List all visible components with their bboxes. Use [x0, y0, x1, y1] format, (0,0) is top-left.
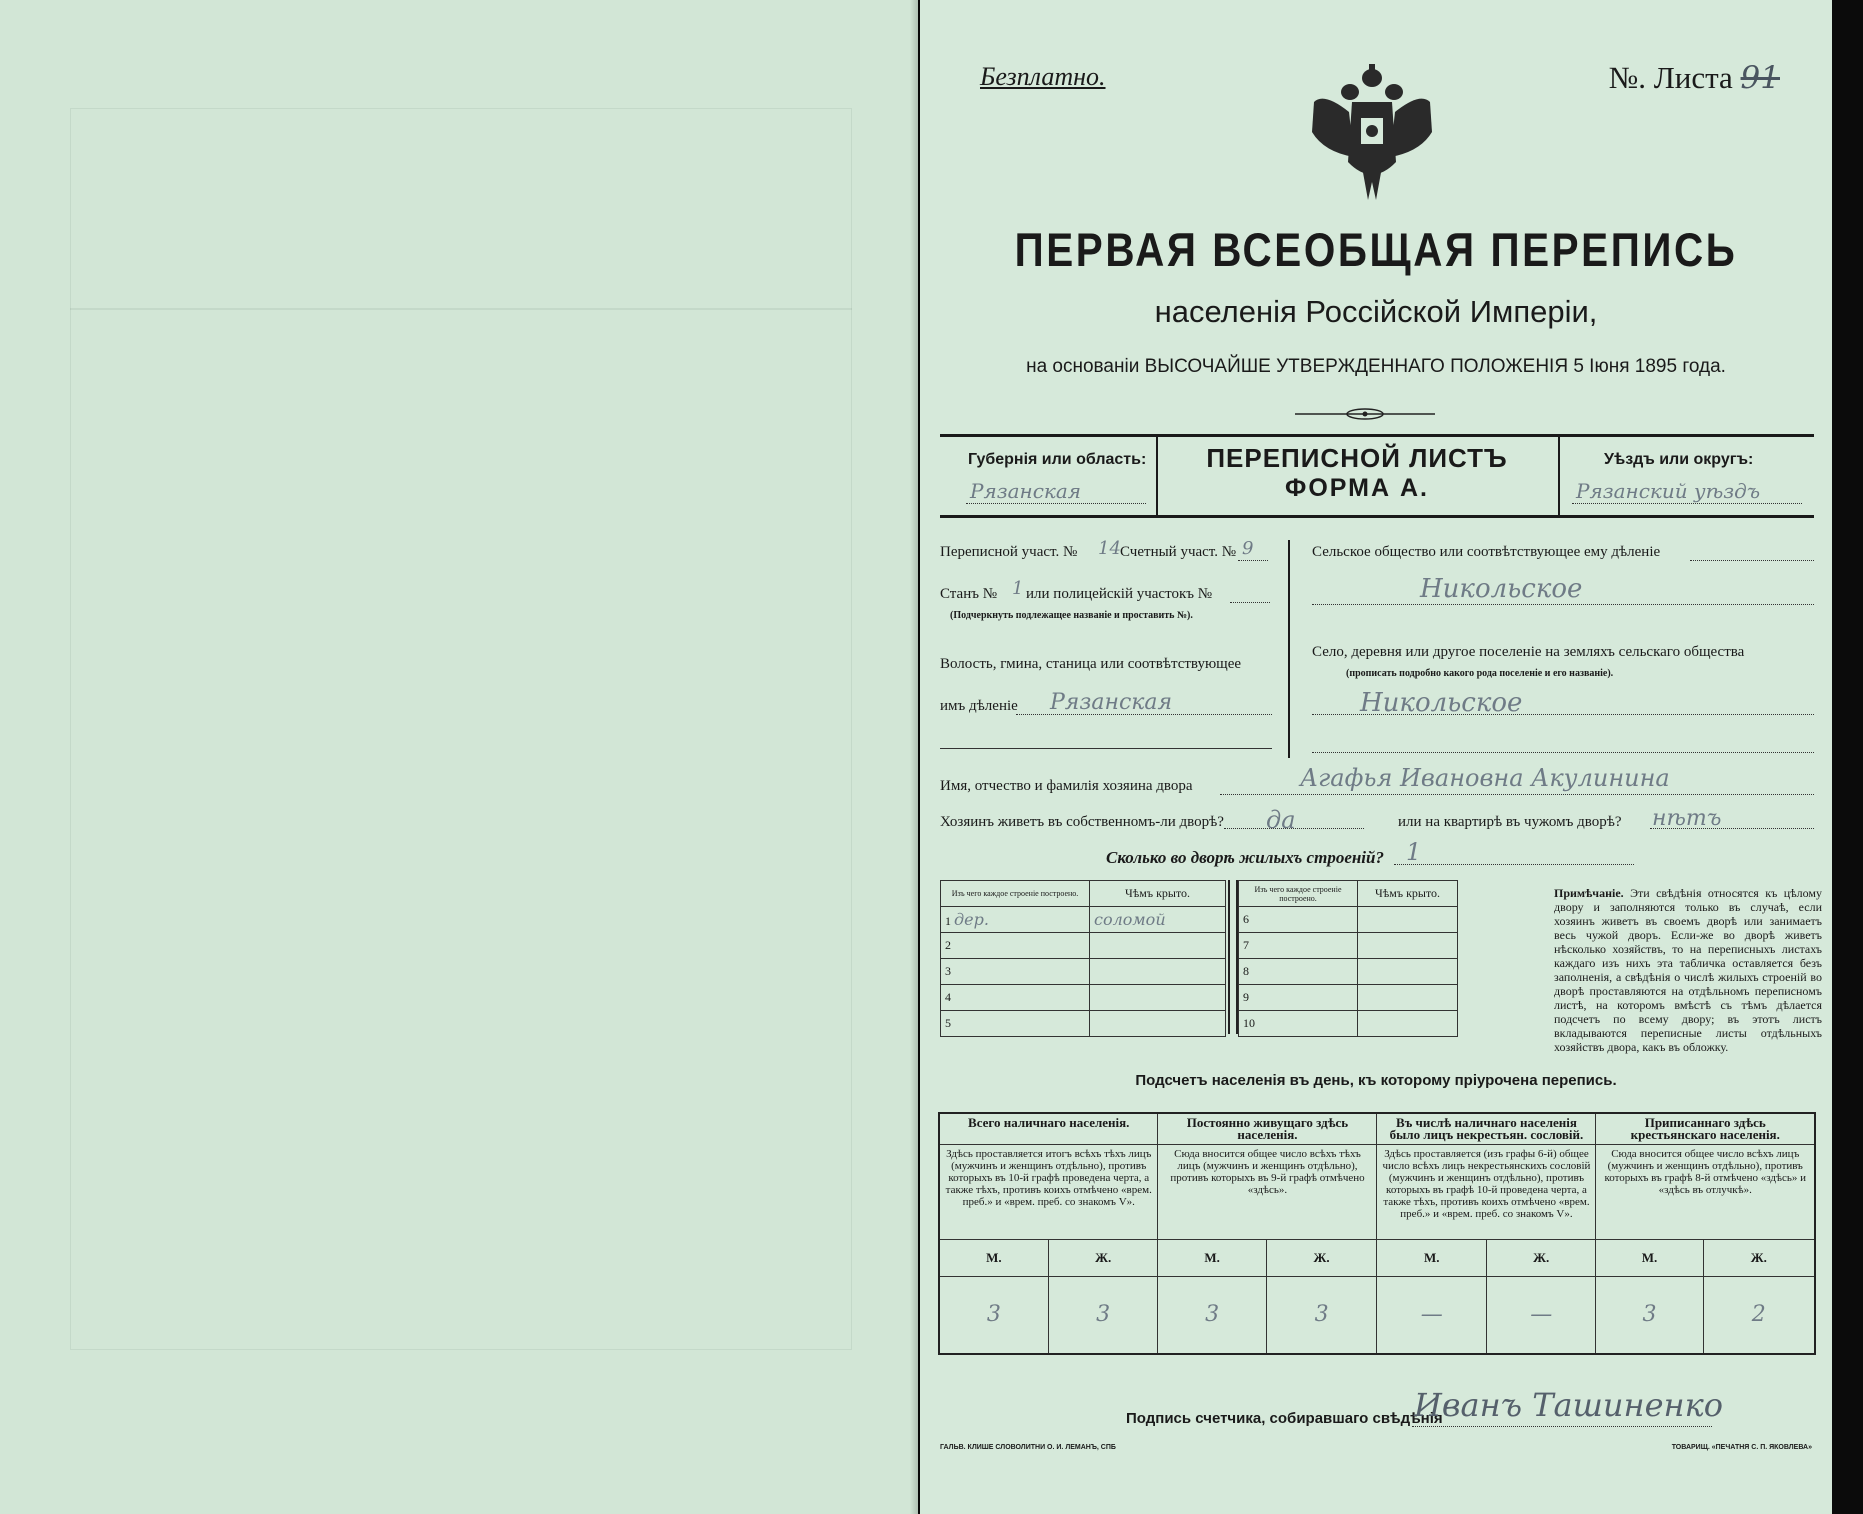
row-roof — [1358, 985, 1458, 1011]
owner-name-line — [1220, 794, 1814, 795]
count-head-permanent: Постоянно живущаго здѣсь населенія. — [1158, 1113, 1377, 1145]
bleed-through-grid — [70, 308, 852, 1350]
signature-label: Подпись счетчика, собиравшаго свѣдѣнія — [1126, 1410, 1443, 1427]
row-roof — [1358, 959, 1458, 985]
counting-area-value: 9 — [1242, 538, 1254, 559]
sheet-number — [1609, 60, 1780, 96]
count-desc-permanent: Сюда вносится общее число всѣхъ тѣхъ лицъ (мужчинъ и женщинъ отдѣльно), противъ которыхъ въ 9-й графѣ отмѣчено «здѣсь». — [1158, 1145, 1377, 1240]
row-roof — [1358, 933, 1458, 959]
village-label: Село, деревня или другое поселеніе на земляхъ сельскаго общества — [1312, 644, 1745, 660]
count-value: — — [1377, 1277, 1487, 1355]
census-area-label: Переписной участ. № — [940, 544, 1078, 560]
printer-right: ТОВАРИЩ. «ПЕЧАТНЯ С. П. ЯКОВЛЕВА» — [1671, 1444, 1812, 1451]
row-roof — [1090, 985, 1226, 1011]
volost-label: Волость, гмина, станица или соотвѣтствующее — [940, 656, 1242, 672]
row-number: 3 — [941, 959, 1090, 985]
table-row — [1239, 933, 1458, 959]
form-subtitle: населенія Россійской Имперіи, — [1154, 294, 1598, 329]
table-row — [941, 933, 1226, 959]
census-form-page — [920, 0, 1832, 1514]
province-value: Рязанская — [970, 479, 1082, 503]
count-head-non-peasant: Въ числѣ наличнаго населенія было лицъ некрестьян. сословій. — [1377, 1113, 1596, 1145]
census-area-value: 14 — [1098, 538, 1121, 559]
table-row — [1239, 985, 1458, 1011]
m-header: М. — [939, 1240, 1048, 1277]
m-header: М. — [1158, 1240, 1266, 1277]
imperial-eagle-icon — [1304, 62, 1440, 202]
owner-name-label: Имя, отчество и фамилія хозяина двора — [940, 778, 1193, 794]
other-yard-label: или на квартирѣ въ чужомъ дворѣ? — [1398, 814, 1622, 830]
volost-value: Рязанская — [1050, 690, 1173, 715]
row-roof — [1358, 1011, 1458, 1037]
count-value: 3 — [1048, 1277, 1158, 1355]
col-roof-header: Чѣмъ крыто. — [1090, 881, 1226, 907]
m-header: М. — [1377, 1240, 1487, 1277]
col-material-header: Изъ чего каждое строеніе построено. — [941, 881, 1090, 907]
other-yard-line — [1650, 828, 1814, 829]
count-value: 2 — [1703, 1277, 1815, 1355]
village-line-1 — [1312, 714, 1814, 715]
district-line — [1572, 503, 1802, 504]
row-number: 1 — [945, 914, 951, 928]
f-header: Ж. — [1703, 1240, 1815, 1277]
own-yard-line — [1224, 828, 1364, 829]
row-number: 8 — [1239, 959, 1358, 985]
count-desc-total: Здѣсь проставляется итогъ всѣхъ тѣхъ лицъ (мужчинъ и женщинъ отдѣльно), противъ которыхъ въ 10-й графѣ проведена черта, а также тѣхъ, противъ коихъ отмѣчено «врем. преб.» и «врем. преб. со знакомъ V». — [939, 1145, 1158, 1240]
province-label: Губернія или область: — [968, 451, 1147, 468]
stan-value: 1 — [1012, 578, 1024, 599]
row-number: 4 — [941, 985, 1090, 1011]
province-cell — [940, 437, 1158, 515]
col-material-header-2: Изъ чего каждое строеніе построено. — [1239, 881, 1358, 907]
buildings-value: 1 — [1406, 838, 1422, 866]
province-line — [966, 503, 1146, 504]
left-page-blank — [0, 0, 918, 1514]
count-value: 3 — [1158, 1277, 1266, 1355]
bleed-through-table — [70, 108, 852, 310]
table-row — [1239, 959, 1458, 985]
f-header: Ж. — [1486, 1240, 1596, 1277]
count-head-total: Всего наличнаго населенія. — [939, 1113, 1158, 1145]
society-line-2 — [1312, 604, 1814, 605]
count-value: 3 — [1596, 1277, 1703, 1355]
table-row — [1239, 907, 1458, 933]
form-type: ФОРМА А. — [1285, 474, 1429, 502]
village-line-2 — [1312, 752, 1814, 753]
own-yard-value: да — [1266, 806, 1296, 834]
form-header-box — [940, 434, 1814, 518]
stan-label: Станъ № — [940, 586, 998, 602]
count-title: Подсчетъ населенія въ день, къ которому пріурочена перепись. — [1135, 1072, 1617, 1089]
count-desc-non-peasant: Здѣсь проставляется (изъ графы 6-й) общее число всѣхъ лицъ некрестьянскихъ сословій (мужчинъ и женщинъ отдѣльно), противъ которыхъ въ графѣ 10-й проведена черта, а также тѣхъ, противъ коихъ отмѣчено «врем. преб.» и «врем. преб. со знакомъ V». — [1377, 1145, 1596, 1240]
ornament-divider-icon — [1295, 406, 1435, 422]
police-area-label: или полицейскій участокъ № — [1026, 586, 1213, 602]
row-number: 7 — [1239, 933, 1358, 959]
volost-line — [1016, 714, 1272, 715]
population-count-table — [938, 1112, 1816, 1355]
row-number: 5 — [941, 1011, 1090, 1037]
note-title: Примѣчаніе. — [1554, 886, 1624, 900]
table-row — [941, 985, 1226, 1011]
count-value: 3 — [1266, 1277, 1377, 1355]
district-label: Уѣздъ или округъ: — [1604, 451, 1754, 468]
row-number: 9 — [1239, 985, 1358, 1011]
row-number: 6 — [1239, 907, 1358, 933]
society-value: Никольское — [1420, 574, 1583, 604]
table-row — [941, 959, 1226, 985]
row-number: 10 — [1239, 1011, 1358, 1037]
table-row — [1239, 1011, 1458, 1037]
society-label: Сельское общество или соотвѣтствующее ему дѣленіе — [1312, 544, 1661, 560]
note-text: Эти свѣдѣнія относятся къ цѣлому двору и заполняются только въ случаѣ, если хозяинъ живетъ въ своемъ дворѣ или занимаетъ весь чужой дворъ. Если-же во дворѣ живетъ нѣсколько хозяйствъ, то на переписныхъ листахъ каждаго изъ нихъ эта табличка оставляется безъ заполненія, а свѣдѣнія о числѣ жилыхъ строеній во дворѣ проставляются на отдѣльномъ переписномъ листѣ, на которомъ вмѣстѣ съ тѣмъ дѣлается подсчетъ по всему двору; въ этотъ листъ вкладываются переписные листы отдѣльныхъ хозяйствъ двора, какъ въ обложку. — [1554, 886, 1822, 1054]
form-sheet-title: ПЕРЕПИСНОЙ ЛИСТЪ — [1206, 443, 1508, 473]
table-row — [941, 907, 1226, 933]
counting-area-label: Счетный участ. № — [1120, 544, 1237, 560]
form-name-cell — [1156, 437, 1558, 515]
society-line-1 — [1690, 560, 1814, 561]
row-material: дер. — [954, 910, 989, 929]
count-value: 3 — [939, 1277, 1048, 1355]
buildings-note — [1554, 886, 1822, 1054]
police-area-line — [1230, 602, 1270, 603]
printer-left: ГАЛЬВ. КЛИШЕ СЛОВОЛИТНИ О. И. ЛЕМАНЪ, СПБ — [940, 1444, 1116, 1451]
counting-area-line — [1238, 560, 1268, 561]
own-yard-label: Хозяинъ живетъ въ собственномъ-ли дворѣ? — [940, 814, 1224, 830]
sheet-number-label: №. Листа — [1608, 60, 1733, 95]
form-title: ПЕРВАЯ ВСЕОБЩАЯ ПЕРЕПИСЬ — [1014, 223, 1738, 276]
count-value: — — [1486, 1277, 1596, 1355]
buildings-table-left — [940, 880, 1226, 1037]
district-value: Рязанский уѣздъ — [1576, 479, 1761, 503]
row-roof — [1090, 1011, 1226, 1037]
buildings-table-right — [1238, 880, 1458, 1037]
signature-line — [1412, 1426, 1712, 1427]
location-divider — [1288, 540, 1290, 758]
table-row — [941, 1011, 1226, 1037]
row-roof — [1358, 907, 1458, 933]
village-value: Никольское — [1360, 688, 1523, 718]
row-roof: соломой — [1090, 907, 1226, 933]
village-note: (прописать подробно какого рода поселеніе и его названіе). — [1346, 668, 1614, 679]
buildings-label: Сколько во дворѣ жилыхъ строеній? — [1106, 848, 1384, 867]
col-roof-header-2: Чѣмъ крыто. — [1358, 881, 1458, 907]
count-head-registered: Приписаннаго здѣсь крестьянскаго населенія. — [1596, 1113, 1815, 1145]
free-of-charge-label: Безплатно. — [980, 62, 1106, 91]
count-desc-registered: Сюда вносится общее число всѣхъ лицъ (мужчинъ и женщинъ отдѣльно), противъ которыхъ въ графѣ 8-й отмѣчено «здѣсь» и «здѣсь въ отлучкѣ». — [1596, 1145, 1815, 1240]
owner-name-value: Агафья Ивановна Акулинина — [1300, 764, 1670, 792]
district-cell — [1558, 437, 1816, 515]
signature-value: Иванъ Ташиненко — [1414, 1386, 1723, 1424]
m-header: М. — [1596, 1240, 1703, 1277]
row-roof — [1090, 959, 1226, 985]
table-double-divider — [1228, 880, 1238, 1034]
buildings-line — [1394, 864, 1634, 865]
volost-line-2 — [940, 748, 1272, 749]
volost-label-2: имъ дѣленіе — [940, 698, 1018, 714]
sheet-number-value: 91 — [1740, 60, 1780, 96]
f-header: Ж. — [1048, 1240, 1158, 1277]
legal-basis: на основаніи ВЫСОЧАЙШЕ УТВЕРЖДЕННАГО ПОЛОЖЕНІЯ 5 Іюня 1895 года. — [1026, 356, 1726, 377]
f-header: Ж. — [1266, 1240, 1377, 1277]
row-roof — [1090, 933, 1226, 959]
underline-note: (Подчеркнуть подлежащее названіе и проставить №). — [950, 610, 1193, 621]
other-yard-value: нѣтъ — [1652, 806, 1722, 831]
row-number: 2 — [941, 933, 1090, 959]
